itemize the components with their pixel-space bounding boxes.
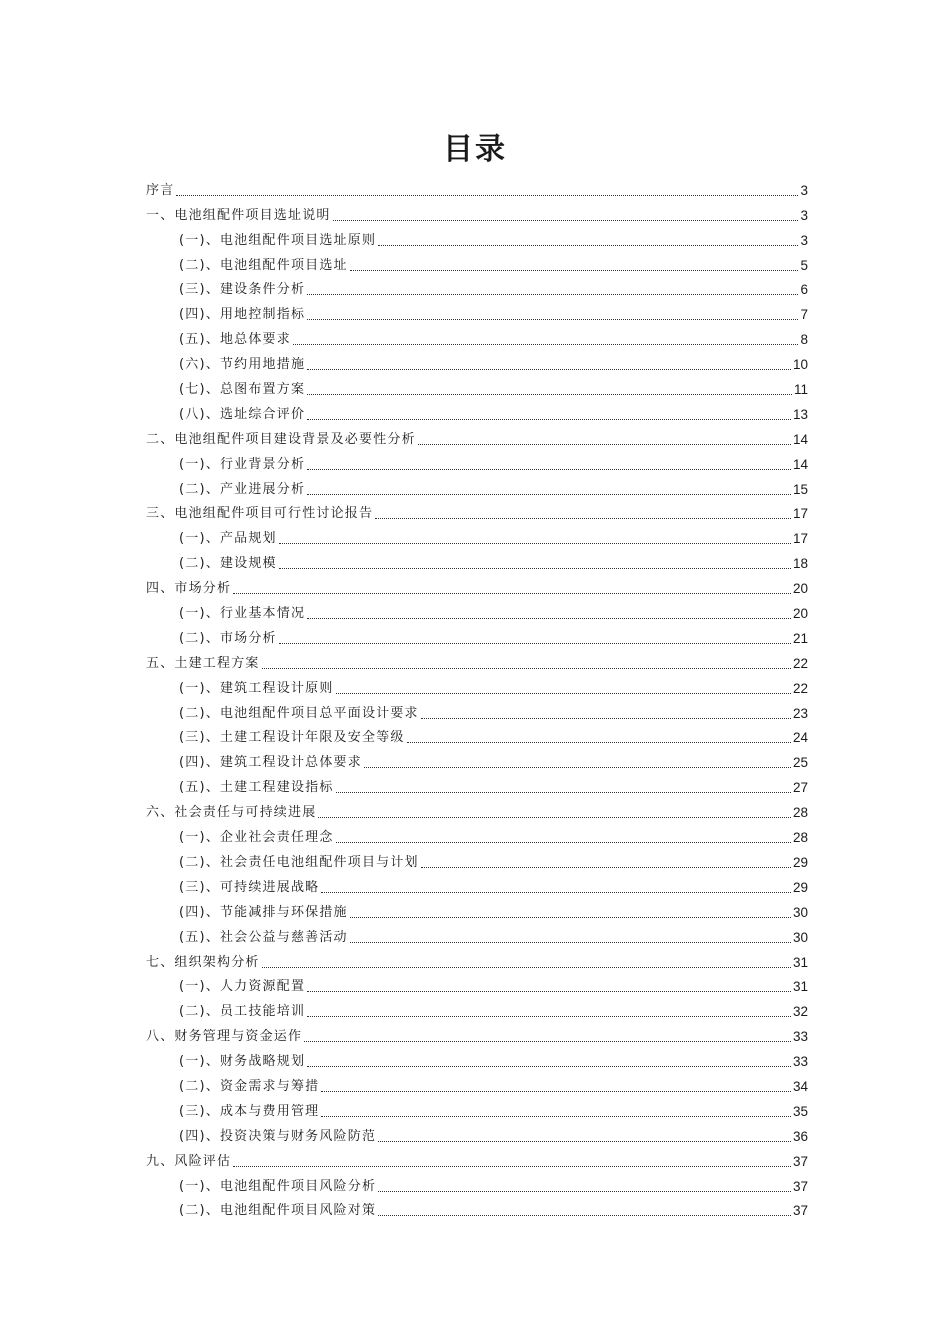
toc-entry[interactable] bbox=[146, 672, 808, 697]
toc-dot-leader bbox=[307, 419, 791, 420]
toc-dot-leader bbox=[418, 444, 791, 445]
toc-dot-leader bbox=[307, 394, 792, 395]
toc-dot-leader bbox=[307, 469, 791, 470]
toc-entry-title: (二)、员工技能培训 bbox=[179, 1004, 306, 1020]
toc-entry-title: (五)、土建工程建设指标 bbox=[179, 780, 334, 796]
toc-entry-page-number: 6 bbox=[800, 282, 808, 298]
toc-entry-title: (四)、节能减排与环保措施 bbox=[179, 904, 348, 920]
toc-entry[interactable] bbox=[146, 473, 808, 498]
toc-entry[interactable] bbox=[146, 423, 808, 448]
toc-entry-title: 七、组织架构分析 bbox=[146, 954, 260, 970]
toc-entry[interactable] bbox=[146, 498, 808, 523]
toc-entry-title: (一)、行业背景分析 bbox=[179, 456, 306, 472]
toc-entry-page-number: 31 bbox=[792, 979, 808, 995]
toc-dot-leader bbox=[350, 942, 791, 943]
toc-entry[interactable] bbox=[146, 647, 808, 672]
toc-entry-page-number: 18 bbox=[792, 556, 808, 572]
toc-entry-title: 八、财务管理与资金运作 bbox=[146, 1029, 303, 1045]
toc-entry-page-number: 31 bbox=[792, 954, 808, 970]
toc-entry-page-number: 34 bbox=[792, 1078, 808, 1094]
toc-entry-page-number: 29 bbox=[792, 879, 808, 895]
toc-dot-leader bbox=[304, 1041, 791, 1042]
toc-entry-title: 六、社会责任与可持续进展 bbox=[146, 805, 317, 821]
toc-entry-title: (五)、地总体要求 bbox=[179, 332, 291, 348]
toc-dot-leader bbox=[307, 618, 791, 619]
toc-dot-leader bbox=[333, 220, 799, 221]
toc-dot-leader bbox=[350, 270, 799, 271]
toc-entry-title: (三)、土建工程设计年限及安全等级 bbox=[179, 730, 405, 746]
toc-entry-title: (一)、人力资源配置 bbox=[179, 979, 306, 995]
toc-entry[interactable] bbox=[146, 274, 808, 299]
toc-entry-page-number: 21 bbox=[792, 630, 808, 646]
toc-entry[interactable] bbox=[146, 946, 808, 971]
toc-entry-page-number: 29 bbox=[792, 854, 808, 870]
toc-entry[interactable] bbox=[146, 1095, 808, 1120]
toc-dot-leader bbox=[233, 593, 791, 594]
toc-dot-leader bbox=[307, 1066, 791, 1067]
toc-dot-leader bbox=[293, 344, 799, 345]
toc-entry[interactable] bbox=[146, 597, 808, 622]
toc-entry-title: (四)、建筑工程设计总体要求 bbox=[179, 755, 362, 771]
toc-dot-leader bbox=[307, 991, 791, 992]
toc-entry-title: (三)、可持续进展战略 bbox=[179, 879, 320, 895]
toc-entry[interactable] bbox=[146, 1145, 808, 1170]
toc-entry-page-number: 15 bbox=[792, 481, 808, 497]
toc-entry[interactable] bbox=[146, 921, 808, 946]
toc-entry[interactable] bbox=[146, 746, 808, 771]
toc-entry[interactable] bbox=[146, 697, 808, 722]
toc-entry-page-number: 23 bbox=[792, 705, 808, 721]
toc-entry-title: (八)、选址综合评价 bbox=[179, 406, 306, 422]
toc-entry[interactable] bbox=[146, 373, 808, 398]
toc-dot-leader bbox=[318, 817, 791, 818]
toc-entry[interactable] bbox=[146, 199, 808, 224]
toc-entry-page-number: 22 bbox=[792, 680, 808, 696]
toc-entry-page-number: 3 bbox=[800, 182, 808, 198]
toc-entry-title: (二)、产业进展分析 bbox=[179, 481, 306, 497]
toc-dot-leader bbox=[321, 1116, 791, 1117]
toc-entry[interactable] bbox=[146, 348, 808, 373]
toc-entry-page-number: 33 bbox=[792, 1054, 808, 1070]
toc-entry[interactable] bbox=[146, 1070, 808, 1095]
toc-entry-title: (四)、用地控制指标 bbox=[179, 307, 306, 323]
toc-entry[interactable] bbox=[146, 174, 808, 199]
toc-entry[interactable] bbox=[146, 995, 808, 1020]
toc-entry-title: (一)、电池组配件项目风险分析 bbox=[179, 1178, 377, 1194]
toc-entry-page-number: 20 bbox=[792, 606, 808, 622]
toc-dot-leader bbox=[336, 693, 791, 694]
toc-entry-page-number: 14 bbox=[792, 431, 808, 447]
toc-dot-leader bbox=[307, 369, 791, 370]
toc-dot-leader bbox=[421, 718, 791, 719]
toc-entry-title: (七)、总图布置方案 bbox=[179, 382, 306, 398]
page-title: 目录 bbox=[443, 132, 507, 167]
toc-entry[interactable] bbox=[146, 448, 808, 473]
toc-entry-title: 九、风险评估 bbox=[146, 1153, 232, 1169]
toc-entry[interactable] bbox=[146, 398, 808, 423]
toc-entry[interactable] bbox=[146, 1170, 808, 1195]
toc-entry-page-number: 8 bbox=[800, 332, 808, 348]
toc-entry-title: (六)、节约用地措施 bbox=[179, 357, 306, 373]
toc-entry-title: 三、电池组配件项目可行性讨论报告 bbox=[146, 506, 374, 522]
toc-entry-title: (一)、财务战略规划 bbox=[179, 1054, 306, 1070]
toc-dot-leader bbox=[307, 1016, 791, 1017]
toc-entry-page-number: 35 bbox=[792, 1103, 808, 1119]
toc-entry-page-number: 20 bbox=[792, 581, 808, 597]
toc-entry-page-number: 22 bbox=[792, 655, 808, 671]
toc-entry-title: 序言 bbox=[146, 182, 175, 198]
toc-entry-page-number: 30 bbox=[792, 904, 808, 920]
toc-dot-leader bbox=[321, 892, 791, 893]
toc-entry-page-number: 37 bbox=[792, 1178, 808, 1194]
toc-entry-title: (一)、企业社会责任理念 bbox=[179, 830, 334, 846]
toc-dot-leader bbox=[279, 643, 791, 644]
toc-entry[interactable] bbox=[146, 547, 808, 572]
toc-entry-title: (二)、建设规模 bbox=[179, 556, 277, 572]
toc-entry[interactable] bbox=[146, 522, 808, 547]
toc-dot-leader bbox=[378, 245, 798, 246]
toc-dot-leader bbox=[279, 543, 791, 544]
toc-dot-leader bbox=[233, 1166, 791, 1167]
toc-entry[interactable] bbox=[146, 871, 808, 896]
toc-dot-leader bbox=[407, 742, 791, 743]
toc-entry-page-number: 13 bbox=[792, 406, 808, 422]
toc-entry-page-number: 37 bbox=[792, 1153, 808, 1169]
toc-entry[interactable] bbox=[146, 1045, 808, 1070]
toc-dot-leader bbox=[307, 294, 798, 295]
toc-entry-page-number: 36 bbox=[792, 1128, 808, 1144]
toc-entry-title: (二)、电池组配件项目风险对策 bbox=[179, 1203, 377, 1219]
toc-entry-page-number: 17 bbox=[792, 506, 808, 522]
toc-entry-page-number: 5 bbox=[800, 257, 808, 273]
toc-entry-page-number: 11 bbox=[793, 382, 808, 398]
toc-entry[interactable] bbox=[146, 1020, 808, 1045]
toc-entry[interactable] bbox=[146, 622, 808, 647]
toc-entry-page-number: 14 bbox=[792, 456, 808, 472]
toc-entry[interactable] bbox=[146, 722, 808, 747]
toc-entry[interactable] bbox=[146, 1120, 808, 1145]
toc-entry-title: (三)、建设条件分析 bbox=[179, 282, 306, 298]
toc-dot-leader bbox=[375, 518, 791, 519]
toc-entry-page-number: 3 bbox=[800, 232, 808, 248]
toc-dot-leader bbox=[378, 1141, 791, 1142]
toc-entry-page-number: 25 bbox=[792, 755, 808, 771]
toc-entry-title: (二)、电池组配件项目选址 bbox=[179, 257, 348, 273]
toc-entry-title: (一)、产品规划 bbox=[179, 531, 277, 547]
toc-dot-leader bbox=[336, 842, 791, 843]
toc-entry[interactable] bbox=[146, 971, 808, 996]
toc-entry-page-number: 3 bbox=[800, 207, 808, 223]
toc-entry-title: 五、土建工程方案 bbox=[146, 655, 260, 671]
toc-entry-page-number: 24 bbox=[792, 730, 808, 746]
toc-entry[interactable] bbox=[146, 224, 808, 249]
toc-dot-leader bbox=[279, 568, 791, 569]
toc-entry-title: (一)、建筑工程设计原则 bbox=[179, 680, 334, 696]
toc-dot-leader bbox=[307, 494, 791, 495]
toc-entry[interactable] bbox=[146, 298, 808, 323]
toc-dot-leader bbox=[262, 668, 791, 669]
toc-entry-title: 四、市场分析 bbox=[146, 581, 232, 597]
toc-entry[interactable] bbox=[146, 1195, 808, 1220]
toc-entry-title: (二)、电池组配件项目总平面设计要求 bbox=[179, 705, 419, 721]
toc-entry[interactable] bbox=[146, 896, 808, 921]
toc-entry-page-number: 7 bbox=[800, 307, 808, 323]
toc-entry-page-number: 28 bbox=[792, 830, 808, 846]
toc-dot-leader bbox=[350, 917, 791, 918]
toc-entry[interactable] bbox=[146, 796, 808, 821]
toc-entry-title: (五)、社会公益与慈善活动 bbox=[179, 929, 348, 945]
toc-dot-leader bbox=[307, 319, 798, 320]
toc-entry-title: (一)、电池组配件项目选址原则 bbox=[179, 232, 377, 248]
toc-entry-title: (二)、资金需求与筹措 bbox=[179, 1078, 320, 1094]
toc-entry-title: 二、电池组配件项目建设背景及必要性分析 bbox=[146, 431, 416, 447]
toc-dot-leader bbox=[262, 967, 791, 968]
toc-entry-title: (四)、投资决策与财务风险防范 bbox=[179, 1128, 377, 1144]
toc-entry[interactable] bbox=[146, 572, 808, 597]
toc-entry-page-number: 17 bbox=[792, 531, 808, 547]
toc-entry-title: (二)、市场分析 bbox=[179, 630, 277, 646]
toc-entry-page-number: 33 bbox=[792, 1029, 808, 1045]
toc-entry[interactable] bbox=[146, 821, 808, 846]
toc-dot-leader bbox=[421, 867, 791, 868]
toc-dot-leader bbox=[364, 767, 791, 768]
toc-entry[interactable] bbox=[146, 323, 808, 348]
toc-entry-page-number: 28 bbox=[792, 805, 808, 821]
toc-dot-leader bbox=[378, 1215, 791, 1216]
toc-entry-page-number: 37 bbox=[792, 1203, 808, 1219]
toc-dot-leader bbox=[321, 1091, 791, 1092]
toc-entry-page-number: 32 bbox=[792, 1004, 808, 1020]
toc-dot-leader bbox=[378, 1191, 791, 1192]
toc-entry-title: (一)、行业基本情况 bbox=[179, 606, 306, 622]
toc-entry[interactable] bbox=[146, 846, 808, 871]
toc-entry[interactable] bbox=[146, 771, 808, 796]
toc-entry-page-number: 27 bbox=[792, 780, 808, 796]
toc-entry[interactable] bbox=[146, 249, 808, 274]
toc-dot-leader bbox=[176, 195, 798, 196]
table-of-contents bbox=[146, 174, 808, 1219]
toc-entry-title: (三)、成本与费用管理 bbox=[179, 1103, 320, 1119]
toc-dot-leader bbox=[336, 792, 791, 793]
toc-entry-page-number: 10 bbox=[792, 357, 808, 373]
toc-entry-title: (二)、社会责任电池组配件项目与计划 bbox=[179, 854, 419, 870]
toc-entry-page-number: 30 bbox=[792, 929, 808, 945]
toc-entry-title: 一、电池组配件项目选址说明 bbox=[146, 207, 331, 223]
